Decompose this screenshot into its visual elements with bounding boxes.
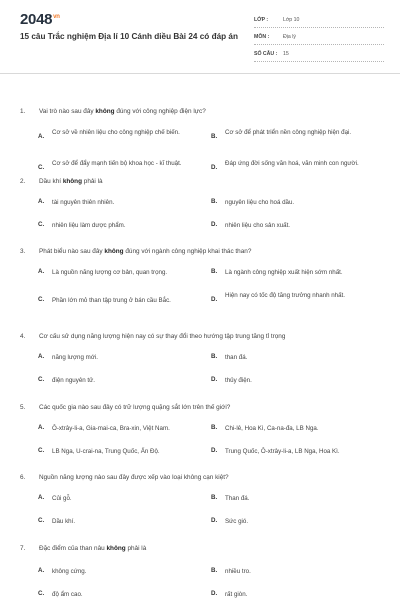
question-stem: 3. Phát biểu nào sau đây không đúng với ngành công nghiệp khai thác than? [20, 248, 252, 255]
meta-value: 15 [283, 51, 289, 58]
option-text: Cơ sở về nhiên liệu cho công nghiệp chế biến. [52, 129, 180, 136]
page-title: 15 câu Trắc nghiệm Địa lí 10 Cánh diều Bài 24 có đáp án [20, 32, 238, 41]
option-letter: A. [38, 268, 45, 275]
option-text: năng lượng mới. [52, 354, 98, 361]
option-text: Than đá. [225, 495, 250, 502]
option-letter: C. [38, 447, 45, 454]
site-logo[interactable]: $2048^{vn}$ [20, 11, 60, 28]
option-letter: C. [38, 221, 45, 228]
option-text: Chi-lê, Hoa Kì, Ca-na-đa, LB Nga. [225, 425, 319, 432]
option-letter: C. [38, 517, 45, 524]
question-number: 1. [20, 108, 26, 115]
option-text: thủy điện. [225, 377, 252, 384]
option-letter: A. [38, 494, 45, 501]
question-stem: 1. Vai trò nào sau đây không đúng với công nghiệp điện lực? [20, 108, 206, 115]
option-letter: B. [211, 567, 218, 574]
meta-label: MÔN : [254, 34, 270, 41]
meta-label: LỚP : [254, 17, 269, 24]
option-text: Là ngành công nghiệp xuất hiện sớm nhất. [225, 269, 343, 276]
header-divider [0, 73, 400, 74]
option-text: không cứng. [52, 568, 87, 575]
option-letter: A. [38, 424, 45, 431]
question-number: 4. [20, 333, 26, 340]
option-letter: D. [211, 590, 218, 597]
option-text: Cơ sở để phát triển nền công nghiệp hiện đại. [225, 129, 352, 136]
question-number: 6. [20, 474, 26, 481]
option-text: nhiên liệu làm dược phẩm. [52, 222, 126, 229]
option-letter: C. [38, 590, 45, 597]
option-text: Phần lớn mỏ than tập trung ở bán cầu Bắc. [52, 297, 171, 304]
option-letter: A. [38, 353, 45, 360]
meta-row-class [254, 14, 384, 28]
option-text: Trung Quốc, Ô-xtrây-li-a, LB Nga, Hoa Kì. [225, 448, 340, 455]
option-letter: D. [211, 447, 218, 454]
option-letter: D. [211, 296, 218, 303]
option-text: nhiên liệu cho sản xuất. [225, 222, 291, 229]
question-number: 3. [20, 248, 26, 255]
option-text: Ô-xtrây-li-a, Gia-mai-ca, Bra-xin, Việt Nam. [52, 425, 170, 432]
question-number: 2. [20, 178, 26, 185]
option-letter: A. [38, 198, 45, 205]
option-letter: D. [211, 517, 218, 524]
option-text: LB Nga, U-crai-na, Trung Quốc, Ấn Độ. [52, 448, 160, 455]
question-stem: 2. Dầu khí không phải là [20, 178, 103, 185]
option-text: Cơ sở để đẩy mạnh tiến bộ khoa học - kĩ thuật. [52, 160, 182, 167]
option-letter: B. [211, 133, 218, 140]
option-letter: B. [211, 268, 218, 275]
option-text: Củi gỗ. [52, 495, 72, 502]
option-letter: C. [38, 296, 45, 303]
meta-label: SỐ CÂU : [254, 51, 278, 58]
option-text: độ ẩm cao. [52, 591, 83, 598]
meta-row-count [254, 48, 384, 62]
option-letter: D. [211, 376, 218, 383]
option-text: điện nguyên tử. [52, 377, 96, 384]
question-stem: 4. Cơ cấu sử dụng năng lượng hiện nay có sự thay đổi theo hướng tập trung tăng tỉ trọng [20, 333, 286, 340]
question-number: 7. [20, 545, 26, 552]
option-letter: C. [38, 164, 45, 171]
page-header [0, 0, 400, 70]
option-text: tài nguyên thiên nhiên. [52, 199, 115, 206]
option-letter: A. [38, 567, 45, 574]
question-stem: 6. Nguồn năng lượng nào sau đây được xếp vào loại không cạn kiệt? [20, 474, 229, 481]
option-letter: A. [38, 133, 45, 140]
option-text: Sức gió. [225, 518, 249, 525]
option-letter: D. [211, 221, 218, 228]
option-text: rất giòn. [225, 591, 248, 598]
option-text: nhiều tro. [225, 568, 251, 575]
meta-value: Địa lý [283, 34, 296, 41]
option-letter: B. [211, 494, 218, 501]
meta-value: Lớp 10 [283, 17, 300, 24]
option-text: Đáp ứng đời sống văn hoá, văn minh con người. [225, 160, 359, 167]
option-letter: B. [211, 353, 218, 360]
option-text: Dầu khí. [52, 518, 76, 525]
option-letter: C. [38, 376, 45, 383]
option-letter: B. [211, 424, 218, 431]
option-text: Hiện nay có tốc độ tăng trưởng nhanh nhất. [225, 292, 345, 299]
meta-info [254, 14, 384, 65]
option-text: Là nguồn năng lượng cơ bản, quan trọng. [52, 269, 168, 276]
site-logo-suffix: vn [53, 14, 60, 20]
question-number: 5. [20, 404, 26, 411]
option-text: than đá. [225, 354, 248, 361]
option-text: nguyên liệu cho hoá dầu. [225, 199, 295, 206]
meta-row-subject [254, 31, 384, 45]
option-letter: D. [211, 164, 218, 171]
option-letter: B. [211, 198, 218, 205]
question-stem: 7. Đặc điểm của than nâu không phải là [20, 545, 147, 552]
question-stem: 5. Các quốc gia nào sau đây có trữ lượng quặng sắt lớn trên thế giới? [20, 404, 231, 411]
